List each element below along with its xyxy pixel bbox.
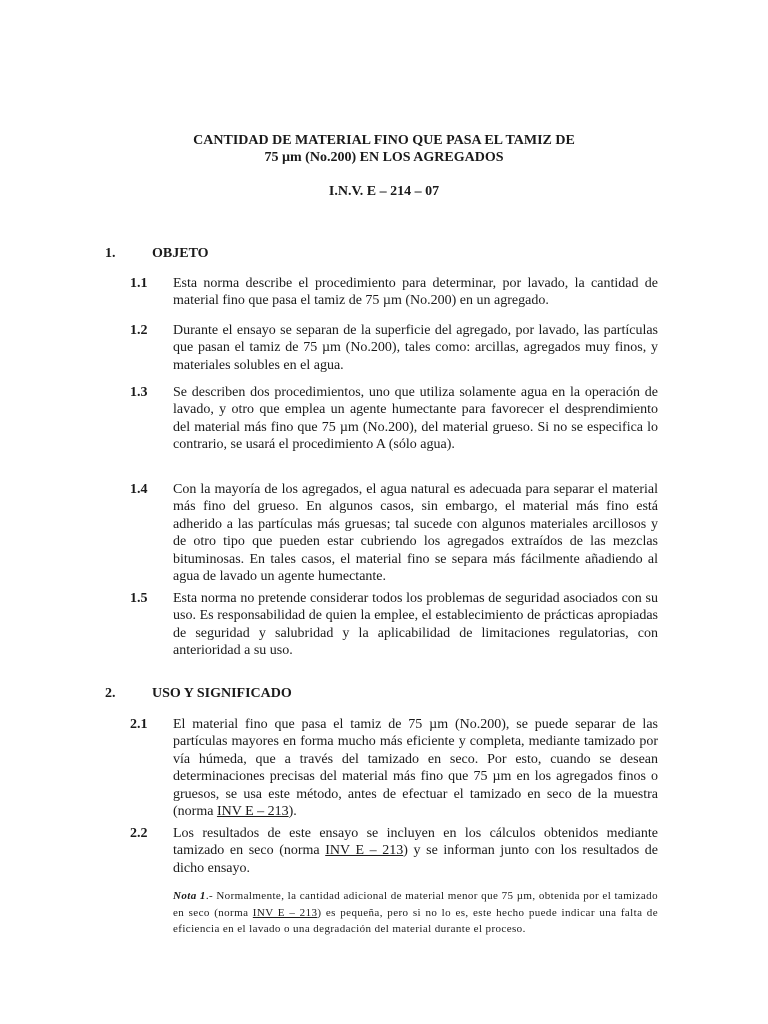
paragraph-1-1 (130, 275, 658, 310)
paragraph-2-2 (130, 825, 658, 877)
paragraph-text: Con la mayoría de los agregados, el agua natural es adecuada para separar el material más fino del grueso. En algunos casos, sin embargo, el material más fino está adherido a las partículas más gruesas; tal sucede con algunos materiales arcillosos y de otro tipo que pueden estar cubriendo los agregados extraídos de las mezclas bituminosas. En tales casos, el material fino se separa más fácilmente añadiendo al agua de lavado un agente humectante. (173, 482, 658, 585)
paragraph-number: 1.1 (130, 276, 148, 291)
paragraph-text: Durante el ensayo se separan de la superficie del agregado, por lavado, las partículas que pasan el tamiz de 75 µm (No.200), tales como: arcillas, agregados muy finos, y materiales solubles en el agua. (173, 323, 658, 373)
paragraph-1-4 (130, 481, 658, 585)
title-line-2: 75 µm (No.200) EN LOS AGREGADOS (264, 150, 504, 165)
paragraph-text: Esta norma describe el procedimiento para determinar, por lavado, la cantidad de material fino que pasa el tamiz de 75 µm (No.200) en un agregado. (173, 276, 658, 309)
paragraph-number: 1.2 (130, 323, 148, 338)
paragraph-text: El material fino que pasa el tamiz de 75 µm (No.200), se puede separar de las partículas mayores en forma mucho más eficiente y completa, mediante tamizado por vía húmeda, que a través del tamizado en seco. Por esto, cuando se desean determinaciones precisas del material más fino que 75 µm en los agregados finos o gruesos, se usa este método, antes de efectuar el tamizado en seco de la muestra (norma INV E – 213). (173, 717, 658, 820)
title-line-1: CANTIDAD DE MATERIAL FINO QUE PASA EL TAMIZ DE (193, 133, 575, 148)
paragraph-text: Esta norma no pretende considerar todos los problemas de seguridad asociados con su uso. Es responsabilidad de quien la emplee, el establecimiento de prácticas apropiadas de seguridad y salubridad y la aplicabilidad de limitaciones regulatorias, con anterioridad a su uso. (173, 591, 658, 659)
section-2-heading (105, 685, 292, 702)
section-number: 2. (105, 686, 116, 701)
note-label: Nota 1 (173, 890, 206, 902)
paragraph-text: Los resultados de este ensayo se incluyen en los cálculos obtenidos mediante tamizado en seco (norma INV E – 213) y se informan junto con los resultados de dicho ensayo. (173, 826, 659, 876)
paragraph-number: 1.5 (130, 591, 148, 606)
section-title: OBJETO (152, 246, 209, 261)
section-1-heading (105, 245, 209, 262)
paragraph-1-5 (130, 590, 658, 660)
paragraph-2-1 (130, 716, 658, 820)
norm-reference-link: INV E – 213 (252, 906, 318, 919)
paragraph-number: 1.3 (130, 385, 148, 400)
paragraph-1-2 (130, 322, 658, 374)
section-title: USO Y SIGNIFICADO (152, 686, 292, 701)
paragraph-number: 2.2 (130, 826, 148, 841)
paragraph-1-3 (130, 384, 658, 454)
paragraph-number: 2.1 (130, 717, 148, 732)
document-title (0, 132, 768, 200)
paragraph-text: Se describen dos procedimientos, uno que utiliza solamente agua en la operación de lavado, y otro que emplea un agente humectante para favorecer el desprendimiento del material más fino que 75 µm (No.200), del material grueso. Si no se especifica lo contrario, se usará el procedimiento A (sólo agua). (173, 385, 658, 453)
section-number: 1. (105, 246, 116, 261)
paragraph-number: 1.4 (130, 482, 148, 497)
note-1: Nota 1.- Normalmente, la cantidad adicional de material menor que 75 µm, obtenida por el tamizado en seco (norma INV E – 213) es pequeña, pero si no lo es, este hecho puede indicar una falta de eficiencia en el lavado o una degradación del material durante el proceso. (173, 890, 658, 935)
norm-reference-link: INV E – 213 (325, 843, 404, 859)
norm-code: I.N.V. E – 214 – 07 (328, 184, 440, 199)
norm-reference-link: INV E – 213 (216, 804, 289, 820)
